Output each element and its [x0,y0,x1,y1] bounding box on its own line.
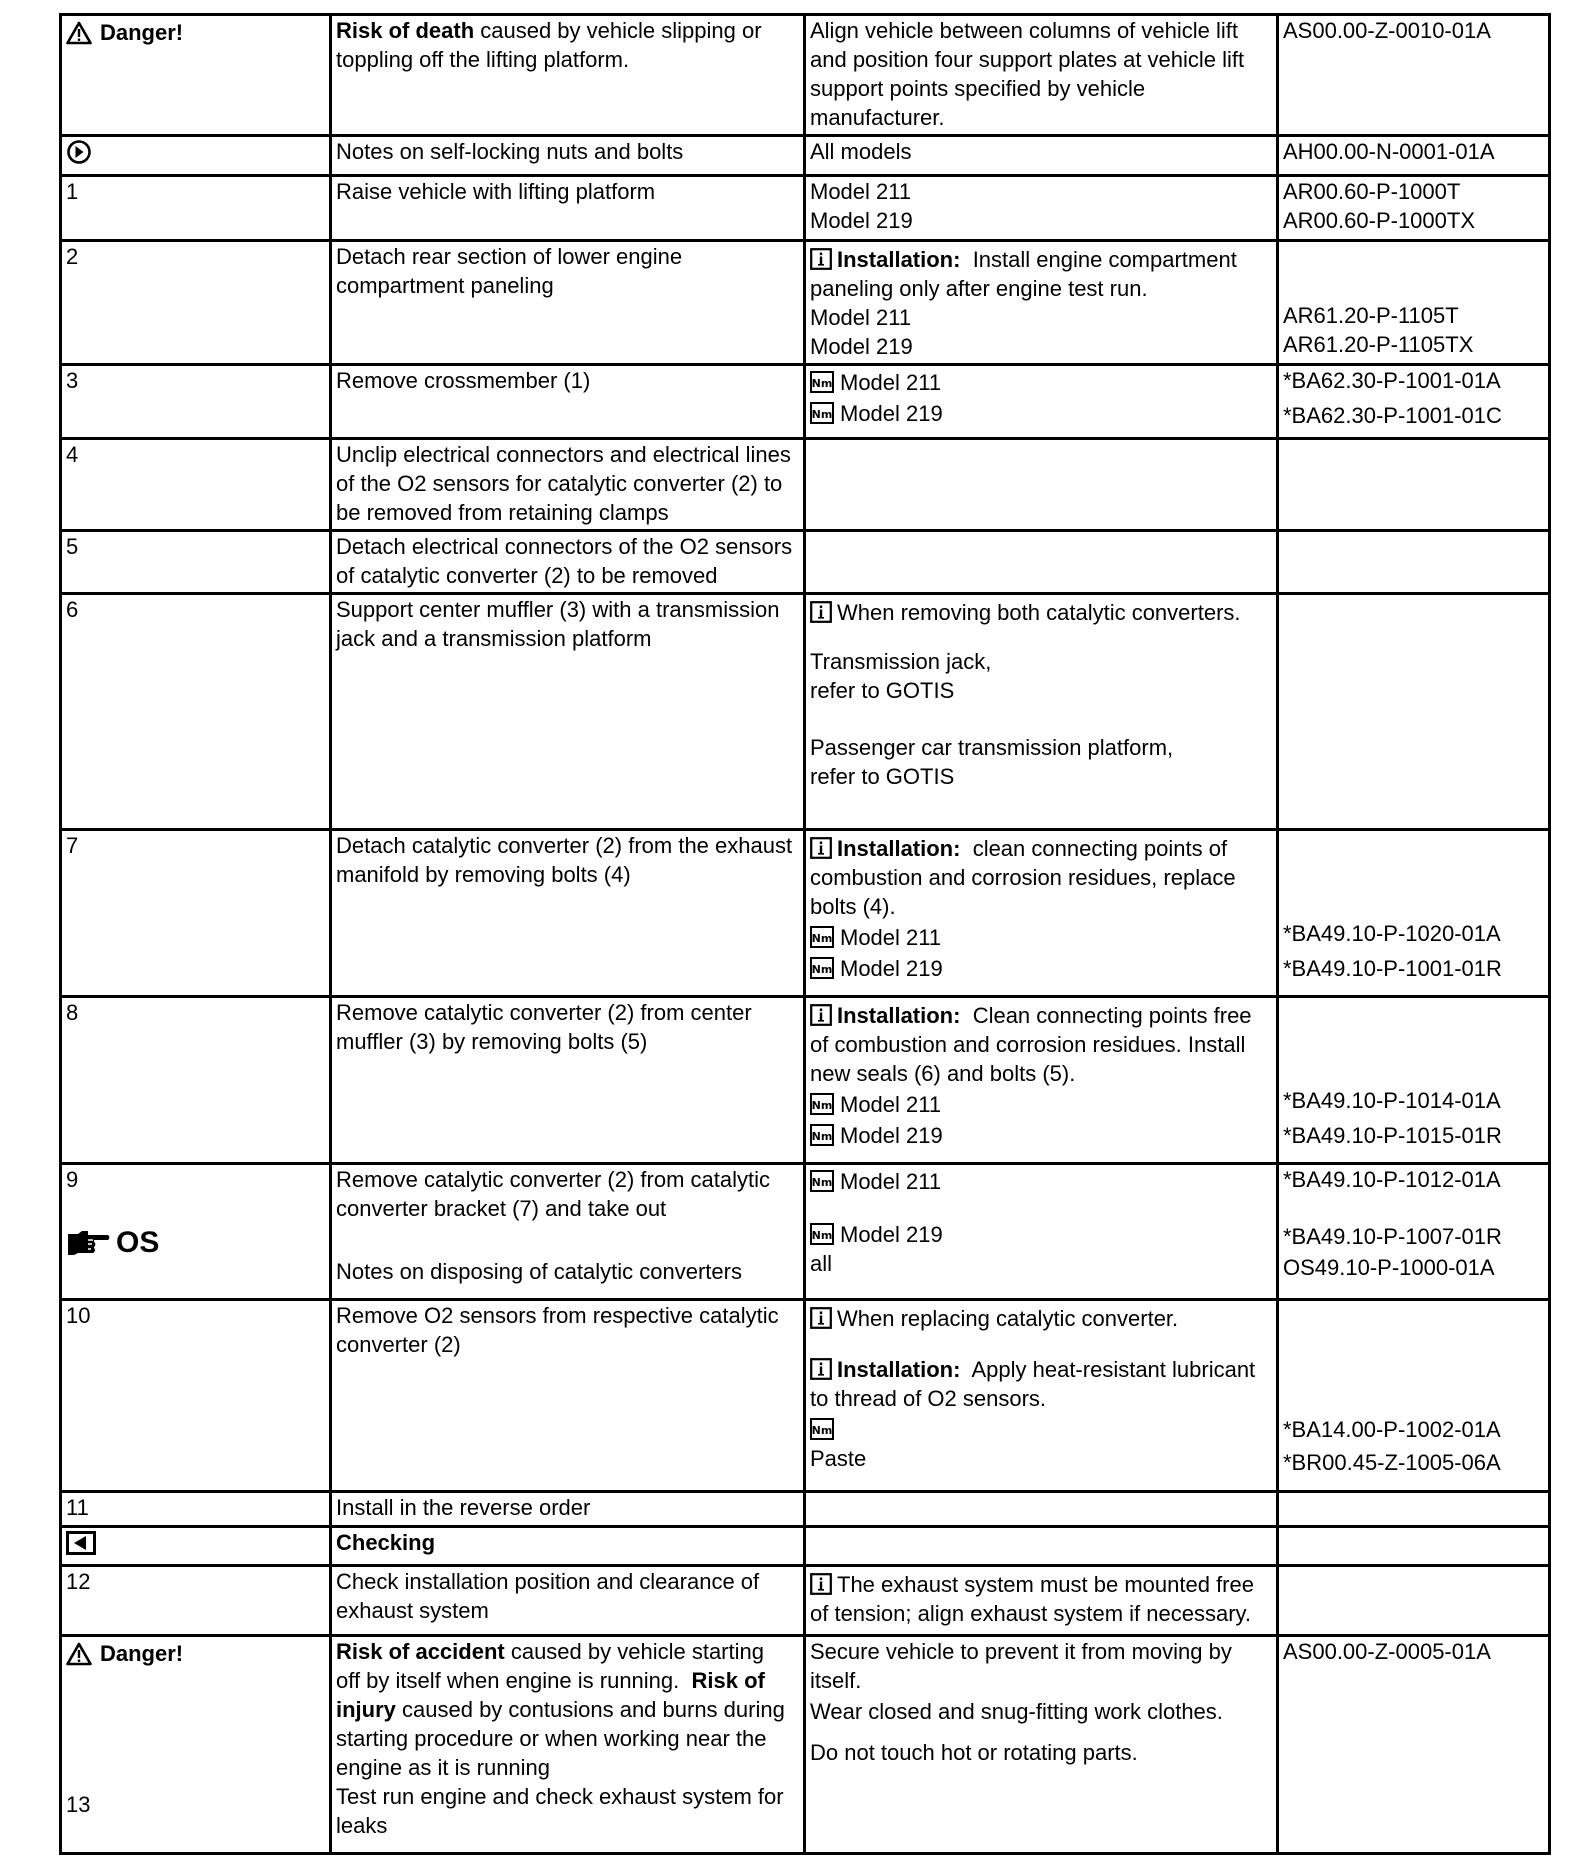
risk-title: Risk of death [336,18,475,43]
document-ref-link[interactable]: OS49.10-P-1000-01A [1283,1255,1495,1280]
torque-nm-icon [810,1124,834,1146]
table-row [61,15,1550,136]
svg-text:Nm: Nm [811,963,833,976]
torque-nm-icon [810,1093,834,1115]
ref-cell [1278,136,1550,176]
step-cell [331,830,805,997]
ref-cell [1278,1492,1550,1527]
table-row [61,830,1550,997]
table-row [61,531,1550,594]
installation-text: clean connecting points of [972,836,1228,861]
danger-cell [61,1636,331,1854]
step-number: 12 [61,1566,331,1636]
pointing-hand-icon [66,1230,112,1256]
step-text: manifold by removing bolts (4) [336,862,631,887]
procedure-document [59,13,1551,1855]
tool-link[interactable]: refer to GOTIS [810,678,955,703]
step-text: be removed from retaining clamps [336,500,669,525]
step-number: 6 [61,594,331,830]
step-cell [331,1492,805,1527]
note-cell [805,241,1278,365]
torque-nm-icon [810,1418,834,1440]
step-text: Detach catalytic converter (2) from the exhaust [336,833,793,858]
step-cell [331,15,805,136]
note-cell [805,594,1278,830]
info-icon [810,601,832,623]
step-cell [331,1527,805,1566]
note-cell [805,531,1278,594]
note-cell [805,997,1278,1164]
step-number: 13 [66,1791,91,1817]
note-cell [805,136,1278,176]
installation-text: new seals (6) and bolts (5). [810,1061,1076,1086]
note-cell [805,365,1278,439]
step-number: 2 [61,241,331,365]
info-text: When replacing catalytic converter. [837,1306,1179,1331]
document-ref-link[interactable]: *BA49.10-P-1020-01A [1283,921,1501,946]
step-text: Unclip electrical connectors and electrical lines [336,442,791,467]
warning-triangle-icon [66,1642,92,1666]
installation-text: Install engine compartment [972,247,1237,272]
model-label: Model 211 [810,179,912,204]
step-number: 9 [66,1167,79,1192]
note-cell [805,1566,1278,1636]
step-cell [331,1566,805,1636]
document-ref-link[interactable]: *BA49.10-P-1007-01R [1283,1224,1502,1249]
table-row [61,997,1550,1164]
step-cell [331,594,805,830]
table-row [61,1566,1550,1636]
info-icon [810,248,832,270]
note-cell [805,1636,1278,1854]
info-text: of tension; align exhaust system if necessary. [810,1601,1252,1626]
table-row [61,241,1550,365]
step-number: 4 [61,439,331,531]
table-row [61,594,1550,830]
info-icon [810,1004,832,1026]
installation-label: Installation: [837,1357,961,1382]
step-cell [331,1164,805,1300]
note-cell [805,1300,1278,1492]
paste-label: Paste [810,1446,867,1471]
table-row [61,1164,1550,1300]
model-label: Model 219 [840,1123,943,1148]
model-label: Model 219 [840,401,943,426]
svg-text:Nm: Nm [811,1099,833,1112]
info-icon [810,837,832,859]
ref-cell [1278,1527,1550,1566]
step-text: Detach rear section of lower engine [336,244,683,269]
ref-cell [1278,1566,1550,1636]
ref-cell [1278,439,1550,531]
model-label: Model 219 [810,208,913,233]
note-line: itself. [810,1668,862,1693]
step-text: Notes on self-locking nuts and bolts [336,139,684,164]
torque-nm-icon [810,402,834,424]
step-text: Raise vehicle with lifting platform [336,179,656,204]
model-label: Model 211 [840,925,942,950]
step-text: Detach electrical connectors of the O2 sensors [336,534,793,559]
document-ref-link[interactable]: *BR00.45-Z-1005-06A [1283,1450,1501,1475]
document-ref-link[interactable]: AR00.60-P-1000TX [1283,208,1475,233]
table-row [61,176,1550,241]
step-text: converter bracket (7) and take out [336,1196,667,1221]
risk-text: caused by vehicle starting [504,1639,764,1664]
document-ref-link[interactable]: AH00.00-N-0001-01A [1283,139,1495,164]
note-cell [805,439,1278,531]
info-text: The exhaust system must be mounted free [837,1572,1254,1597]
step-text: Remove O2 sensors from respective catalytic [336,1303,779,1328]
ref-cell [1278,1636,1550,1854]
installation-text: paneling only after engine test run. [810,276,1148,301]
step-text: Support center muffler (3) with a transmission [336,597,780,622]
document-ref-link[interactable]: *BA49.10-P-1015-01R [1283,1123,1502,1148]
model-label: Model 211 [840,370,942,395]
risk-text: caused by vehicle slipping or toppling off the lifting platform. [336,18,762,72]
step-text: Notes on disposing of catalytic converters [336,1259,742,1284]
ref-cell [1278,241,1550,365]
table-row [61,1527,1550,1566]
model-label: Model 219 [810,334,913,359]
installation-text: bolts (4). [810,894,896,919]
model-label: Model 211 [840,1092,942,1117]
table-row [61,365,1550,439]
step-text: Remove catalytic converter (2) from center [336,1000,752,1025]
step-cell [331,241,805,365]
note-line: Do not touch hot or rotating parts. [810,1740,1138,1765]
svg-text:Nm: Nm [811,1130,833,1143]
step-text: Test run engine and check exhaust system for [336,1784,784,1809]
step-number-cell [61,1164,331,1300]
torque-nm-icon [810,1223,834,1245]
step-text: muffler (3) by removing bolts (5) [336,1029,648,1054]
danger-label: Danger! [100,20,184,45]
ref-cell [1278,830,1550,997]
ref-cell [1278,176,1550,241]
ref-cell [1278,1300,1550,1492]
procedure-table [59,13,1551,1855]
installation-text: of combustion and corrosion residues. Install [810,1032,1246,1057]
step-text: leaks [336,1813,388,1838]
document-ref-link[interactable]: *BA62.30-P-1001-01A [1283,368,1501,393]
svg-text:Nm: Nm [811,408,833,421]
torque-nm-icon [810,371,834,393]
os-label: OS [116,1226,160,1259]
ref-cell [1278,365,1550,439]
tool-link[interactable]: refer to GOTIS [810,764,955,789]
installation-label: Installation: [837,1003,961,1028]
model-label: Model 219 [840,956,943,981]
document-ref-link[interactable]: *BA14.00-P-1002-01A [1283,1417,1501,1442]
warning-triangle-icon [66,21,92,45]
note-line: Secure vehicle to prevent it from moving by [810,1639,1232,1664]
step-text: Install in the reverse order [336,1495,591,1520]
note-cell [805,1492,1278,1527]
step-text: compartment paneling [336,273,554,298]
step-cell [331,1300,805,1492]
notes-circle-icon [66,139,92,165]
checking-icon-cell [61,1527,331,1566]
svg-text:Nm: Nm [811,1229,833,1242]
note-line: support points specified by vehicle [810,76,1146,101]
tool-text: Passenger car transmission platform, [810,735,1174,760]
table-row [61,136,1550,176]
step-text: Remove crossmember (1) [336,368,591,393]
checking-play-icon [66,1531,96,1555]
step-text: Check installation position and clearance of [336,1569,760,1594]
ref-cell [1278,1164,1550,1300]
document-ref-link[interactable]: AS00.00-Z-0005-01A [1283,1639,1491,1664]
torque-nm-icon [810,957,834,979]
table-row [61,439,1550,531]
note-text: all [810,1251,833,1276]
document-ref-link[interactable]: AR61.20-P-1105TX [1283,332,1474,357]
step-cell [331,531,805,594]
step-number: 3 [61,365,331,439]
note-cell [805,176,1278,241]
step-cell [331,1636,805,1854]
risk-title: injury [336,1697,396,1722]
info-icon [810,1307,832,1329]
document-ref-link[interactable]: *BA62.30-P-1001-01C [1283,403,1502,428]
step-cell [331,136,805,176]
step-number: 1 [61,176,331,241]
installation-text: to thread of O2 sensors. [810,1386,1047,1411]
note-cell [805,1164,1278,1300]
risk-text: starting procedure or when working near the [336,1726,767,1751]
step-text: converter (2) [336,1332,461,1357]
installation-label: Installation: [837,836,961,861]
installation-text: Clean connecting points free [972,1003,1252,1028]
step-cell [331,439,805,531]
table-row [61,1300,1550,1492]
info-icon [810,1573,832,1595]
step-number: 7 [61,830,331,997]
step-number: 11 [61,1492,331,1527]
svg-text:Nm: Nm [811,1176,833,1189]
document-ref-link[interactable]: *BA49.10-P-1001-01R [1283,956,1502,981]
risk-title: Risk of [691,1668,765,1693]
note-line: manufacturer. [810,105,945,130]
step-text: exhaust system [336,1598,489,1623]
installation-text: combustion and corrosion residues, replace [810,865,1236,890]
document-ref-link[interactable]: *BA49.10-P-1014-01A [1283,1088,1501,1113]
ref-cell [1278,594,1550,830]
step-text: Remove catalytic converter (2) from catalytic [336,1167,771,1192]
tool-text: Transmission jack, [810,649,992,674]
table-row [61,1492,1550,1527]
risk-text: caused by contusions and burns during [395,1697,785,1722]
document-ref-link[interactable]: AS00.00-Z-0010-01A [1283,18,1491,43]
document-ref-link[interactable]: AR00.60-P-1000T [1283,179,1461,204]
installation-label: Installation: [837,247,961,272]
note-line: and position four support plates at vehicle lift [810,47,1245,72]
step-cell [331,997,805,1164]
installation-text: Apply heat-resistant lubricant [971,1357,1256,1382]
info-icon [810,1358,832,1380]
risk-text: engine as it is running [336,1755,551,1780]
step-text: of the O2 sensors for catalytic converter (2) to [336,471,783,496]
svg-text:Nm: Nm [811,932,833,945]
svg-text:Nm: Nm [811,377,833,390]
svg-text:Nm: Nm [811,1424,833,1437]
step-cell [331,365,805,439]
ref-cell [1278,531,1550,594]
danger-label: Danger! [100,1641,184,1666]
torque-nm-icon [810,1170,834,1192]
note-line: Align vehicle between columns of vehicle lift [810,18,1239,43]
torque-nm-icon [810,926,834,948]
note-text: All models [810,139,912,164]
risk-text: off by itself when engine is running. [336,1668,680,1693]
ref-cell [1278,997,1550,1164]
step-number: 8 [61,997,331,1164]
note-cell [805,15,1278,136]
model-label: Model 211 [840,1169,942,1194]
table-row [61,1636,1550,1854]
checking-title: Checking [336,1530,436,1555]
document-ref-link[interactable]: AR61.20-P-1105T [1283,303,1459,328]
model-label: Model 211 [810,305,912,330]
info-text: When removing both catalytic converters. [837,600,1241,625]
note-line: Wear closed and snug-fitting work clothes. [810,1699,1223,1724]
note-cell [805,830,1278,997]
step-cell [331,176,805,241]
step-text: of catalytic converter (2) to be removed [336,563,718,588]
model-label: Model 219 [840,1222,943,1247]
danger-cell [61,15,331,136]
step-number: 10 [61,1300,331,1492]
document-ref-link[interactable]: *BA49.10-P-1012-01A [1283,1167,1501,1192]
step-text: jack and a transmission platform [336,626,652,651]
risk-title: Risk of accident [336,1639,505,1664]
notes-icon-cell [61,136,331,176]
note-cell [805,1527,1278,1566]
step-number: 5 [61,531,331,594]
ref-cell [1278,15,1550,136]
